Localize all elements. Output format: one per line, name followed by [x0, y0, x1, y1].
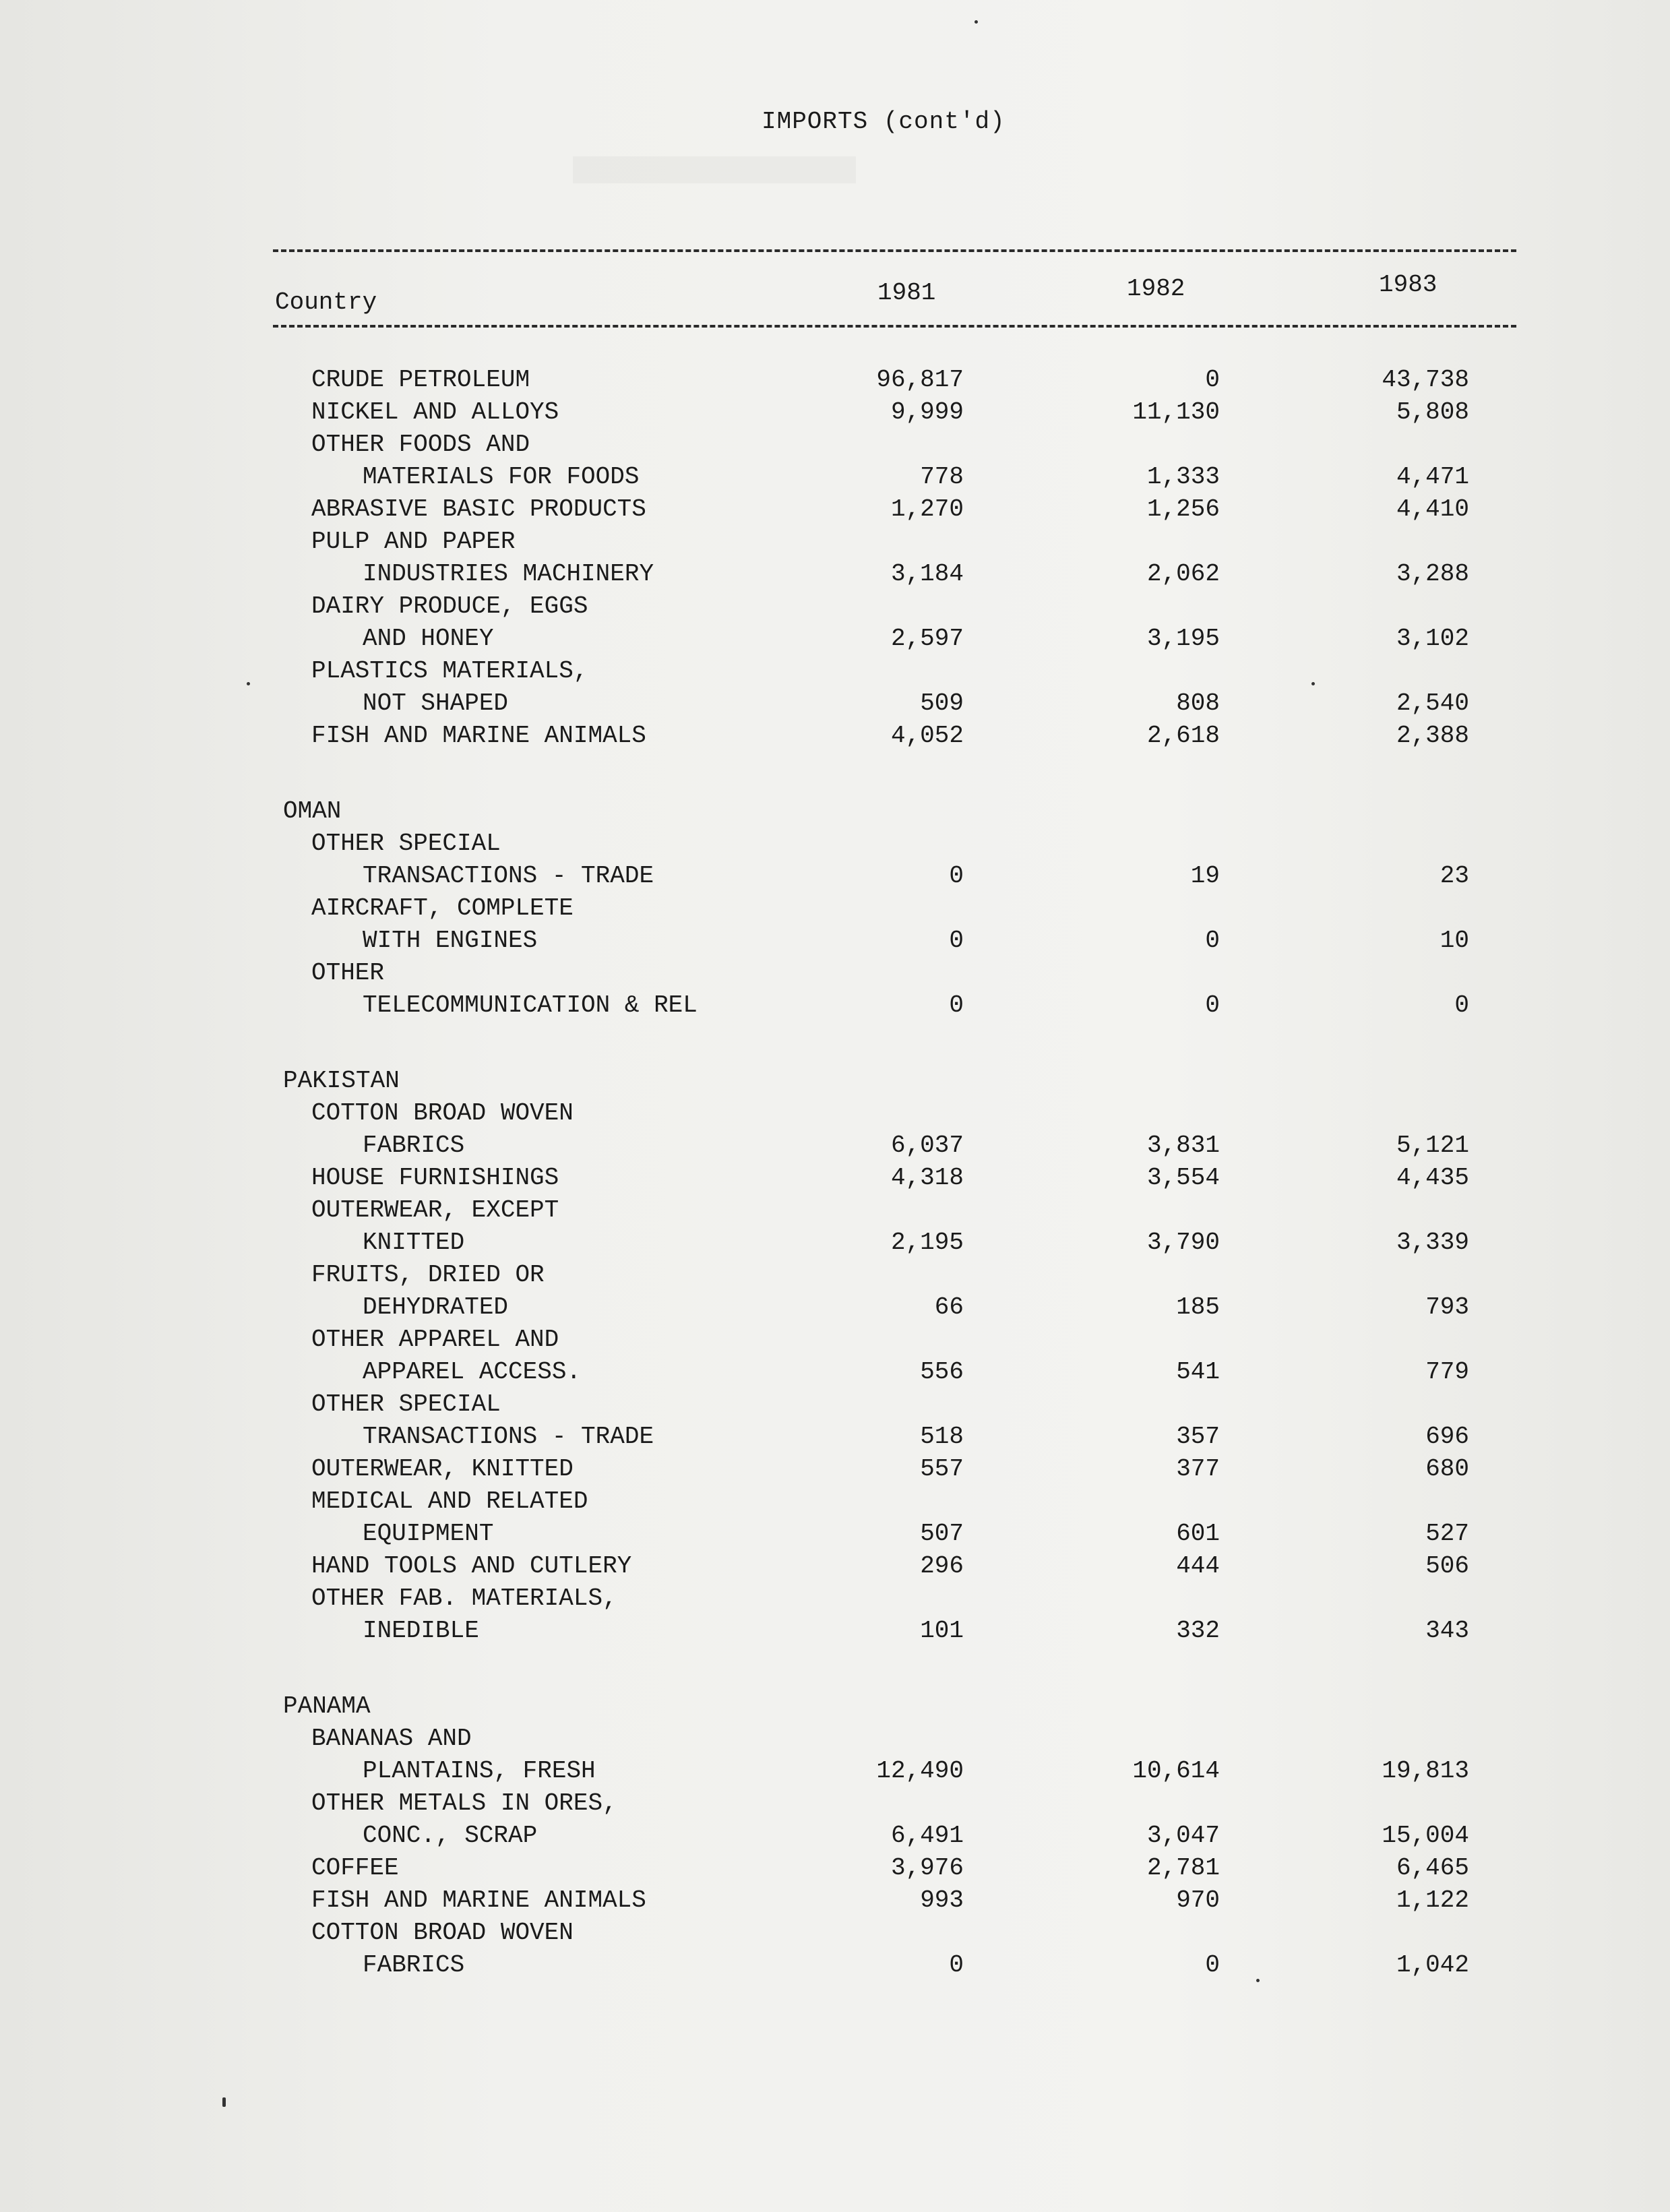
commodity-label: OTHER	[311, 959, 385, 987]
value-1983: 10	[1440, 927, 1469, 954]
value-1983: 19,813	[1382, 1757, 1469, 1785]
value-1981: 518	[920, 1423, 964, 1450]
value-1981: 0	[949, 991, 964, 1019]
table-row	[0, 1723, 1670, 1755]
commodity-label: OTHER SPECIAL	[311, 830, 501, 857]
table-row	[0, 1615, 1670, 1647]
value-1982: 541	[1176, 1358, 1220, 1386]
table-row	[0, 1227, 1670, 1259]
value-1982: 10,614	[1132, 1757, 1220, 1785]
value-1983: 5,808	[1396, 398, 1469, 426]
value-1982: 3,554	[1146, 1164, 1220, 1192]
column-header-1981: 1981	[877, 279, 936, 307]
value-1983: 3,288	[1396, 560, 1469, 588]
value-1982: 357	[1176, 1423, 1220, 1450]
spacer-row	[0, 752, 1670, 795]
value-1982: 377	[1176, 1455, 1220, 1483]
header-top-rule	[273, 249, 1516, 252]
table-row	[0, 1755, 1670, 1787]
value-1983: 4,410	[1396, 495, 1469, 523]
commodity-label: PLASTICS MATERIALS,	[311, 657, 588, 685]
country-heading-row	[0, 1065, 1670, 1097]
commodity-label: FRUITS, DRIED OR	[311, 1261, 545, 1289]
table-row	[0, 1820, 1670, 1852]
commodity-label: CONC., SCRAP	[363, 1822, 538, 1849]
commodity-label: FISH AND MARINE ANIMALS	[311, 722, 646, 749]
commodity-label: OTHER APPAREL AND	[311, 1326, 559, 1353]
commodity-label: FISH AND MARINE ANIMALS	[311, 1886, 646, 1914]
scan-speck	[1256, 1979, 1260, 1982]
value-1981: 3,184	[890, 560, 964, 588]
country-heading-row	[0, 1690, 1670, 1723]
scan-speck	[975, 20, 978, 24]
commodity-label: OTHER FOODS AND	[311, 431, 530, 458]
commodity-label: COFFEE	[311, 1854, 399, 1882]
column-header-1983: 1983	[1379, 271, 1437, 299]
value-1981: 101	[920, 1617, 964, 1645]
commodity-label: MEDICAL AND RELATED	[311, 1487, 588, 1515]
value-1982: 0	[1205, 927, 1220, 954]
value-1982: 601	[1176, 1520, 1220, 1547]
commodity-label: INEDIBLE	[363, 1617, 479, 1645]
table-row	[0, 1388, 1670, 1421]
country-name: OMAN	[283, 797, 342, 825]
value-1981: 0	[949, 862, 964, 890]
commodity-label: CRUDE PETROLEUM	[311, 366, 530, 394]
commodity-label: DAIRY PRODUCE, EGGS	[311, 592, 588, 620]
commodity-label: OTHER SPECIAL	[311, 1390, 501, 1418]
commodity-label: TRANSACTIONS - TRADE	[363, 862, 654, 890]
value-1983: 5,121	[1396, 1132, 1469, 1159]
value-1982: 444	[1176, 1552, 1220, 1580]
commodity-label: OTHER METALS IN ORES,	[311, 1789, 617, 1817]
commodity-label: AND HONEY	[363, 625, 494, 652]
value-1982: 2,618	[1146, 722, 1220, 749]
value-1981: 2,597	[890, 625, 964, 652]
table-row	[0, 1884, 1670, 1917]
value-1981: 0	[949, 1951, 964, 1979]
table-row	[0, 526, 1670, 558]
scan-speck	[222, 2097, 226, 2107]
table-row	[0, 989, 1670, 1022]
table-row	[0, 1485, 1670, 1518]
spacer-row	[0, 1022, 1670, 1065]
bleed-through-shadow	[573, 156, 856, 183]
commodity-label: TRANSACTIONS - TRADE	[363, 1423, 654, 1450]
header-bottom-rule	[273, 325, 1516, 328]
value-1981: 509	[920, 689, 964, 717]
value-1982: 2,781	[1146, 1854, 1220, 1882]
value-1983: 2,540	[1396, 689, 1469, 717]
table-row	[0, 1917, 1670, 1949]
value-1983: 343	[1425, 1617, 1469, 1645]
value-1981: 12,490	[876, 1757, 964, 1785]
value-1982: 19	[1190, 862, 1220, 890]
value-1982: 0	[1205, 991, 1220, 1019]
value-1982: 2,062	[1146, 560, 1220, 588]
value-1981: 2,195	[890, 1229, 964, 1256]
value-1982: 3,195	[1146, 625, 1220, 652]
value-1983: 4,471	[1396, 463, 1469, 491]
value-1983: 23	[1440, 862, 1469, 890]
table-row	[0, 1324, 1670, 1356]
value-1982: 332	[1176, 1617, 1220, 1645]
table-row	[0, 623, 1670, 655]
table-row	[0, 957, 1670, 989]
value-1983: 4,435	[1396, 1164, 1469, 1192]
commodity-label: HAND TOOLS AND CUTLERY	[311, 1552, 632, 1580]
table-row	[0, 1787, 1670, 1820]
value-1983: 2,388	[1396, 722, 1469, 749]
table-row	[0, 860, 1670, 892]
commodity-label: APPAREL ACCESS.	[363, 1358, 582, 1386]
value-1981: 4,052	[890, 722, 964, 749]
value-1983: 696	[1425, 1423, 1469, 1450]
table-row	[0, 1194, 1670, 1227]
table-row	[0, 364, 1670, 396]
value-1981: 6,491	[890, 1822, 964, 1849]
commodity-label: HOUSE FURNISHINGS	[311, 1164, 559, 1192]
table-row	[0, 1518, 1670, 1550]
table-row	[0, 493, 1670, 526]
country-name: PAKISTAN	[283, 1067, 400, 1095]
table-row	[0, 1550, 1670, 1583]
commodity-label: FABRICS	[363, 1132, 465, 1159]
commodity-label: OUTERWEAR, KNITTED	[311, 1455, 574, 1483]
value-1981: 993	[920, 1886, 964, 1914]
value-1983: 3,102	[1396, 625, 1469, 652]
commodity-label: COTTON BROAD WOVEN	[311, 1099, 574, 1127]
table-row	[0, 1421, 1670, 1453]
value-1982: 185	[1176, 1293, 1220, 1321]
commodity-label: NOT SHAPED	[363, 689, 509, 717]
value-1981: 507	[920, 1520, 964, 1547]
table-row	[0, 590, 1670, 623]
commodity-label: AIRCRAFT, COMPLETE	[311, 894, 574, 922]
value-1981: 556	[920, 1358, 964, 1386]
table-row	[0, 1130, 1670, 1162]
table-row	[0, 925, 1670, 957]
value-1982: 1,256	[1146, 495, 1220, 523]
commodity-label: DEHYDRATED	[363, 1293, 509, 1321]
commodity-label: KNITTED	[363, 1229, 465, 1256]
country-name: PANAMA	[283, 1692, 371, 1720]
commodity-label: PLANTAINS, FRESH	[363, 1757, 596, 1785]
value-1981: 557	[920, 1455, 964, 1483]
country-heading-row	[0, 795, 1670, 828]
value-1981: 66	[934, 1293, 964, 1321]
value-1983: 6,465	[1396, 1854, 1469, 1882]
spacer-row	[0, 1647, 1670, 1690]
value-1982: 0	[1205, 1951, 1220, 1979]
table-row	[0, 461, 1670, 493]
table-row	[0, 892, 1670, 925]
value-1981: 1,270	[890, 495, 964, 523]
commodity-label: OUTERWEAR, EXCEPT	[311, 1196, 559, 1224]
value-1982: 3,790	[1146, 1229, 1220, 1256]
value-1983: 680	[1425, 1455, 1469, 1483]
table-row	[0, 1453, 1670, 1485]
value-1981: 0	[949, 927, 964, 954]
scan-speck	[247, 682, 250, 685]
value-1982: 0	[1205, 366, 1220, 394]
table-row	[0, 1097, 1670, 1130]
table-row	[0, 1259, 1670, 1291]
table-row	[0, 1356, 1670, 1388]
scan-speck	[1311, 682, 1315, 685]
value-1981: 6,037	[890, 1132, 964, 1159]
value-1982: 1,333	[1146, 463, 1220, 491]
value-1981: 9,999	[890, 398, 964, 426]
value-1983: 3,339	[1396, 1229, 1469, 1256]
commodity-label: BANANAS AND	[311, 1725, 472, 1752]
commodity-label: NICKEL AND ALLOYS	[311, 398, 559, 426]
table-row	[0, 1852, 1670, 1884]
table-row	[0, 655, 1670, 687]
value-1983: 793	[1425, 1293, 1469, 1321]
value-1981: 96,817	[876, 366, 964, 394]
value-1983: 1,042	[1396, 1951, 1469, 1979]
value-1983: 506	[1425, 1552, 1469, 1580]
value-1983: 0	[1454, 991, 1469, 1019]
value-1982: 970	[1176, 1886, 1220, 1914]
table-row	[0, 1583, 1670, 1615]
commodity-label: WITH ENGINES	[363, 927, 538, 954]
table-row	[0, 1949, 1670, 1981]
commodity-label: OTHER FAB. MATERIALS,	[311, 1585, 617, 1612]
value-1983: 779	[1425, 1358, 1469, 1386]
table-row	[0, 396, 1670, 429]
commodity-label: EQUIPMENT	[363, 1520, 494, 1547]
commodity-label: MATERIALS FOR FOODS	[363, 463, 640, 491]
value-1983: 43,738	[1382, 366, 1469, 394]
imports-table	[0, 364, 1670, 1981]
commodity-label: COTTON BROAD WOVEN	[311, 1919, 574, 1946]
value-1982: 11,130	[1132, 398, 1220, 426]
value-1981: 4,318	[890, 1164, 964, 1192]
table-row	[0, 720, 1670, 752]
commodity-label: ABRASIVE BASIC PRODUCTS	[311, 495, 646, 523]
value-1981: 3,976	[890, 1854, 964, 1882]
table-row	[0, 1291, 1670, 1324]
page-title: IMPORTS (cont'd)	[762, 108, 1006, 135]
column-header-country: Country	[275, 288, 377, 316]
value-1983: 15,004	[1382, 1822, 1469, 1849]
value-1981: 296	[920, 1552, 964, 1580]
value-1982: 808	[1176, 689, 1220, 717]
table-row	[0, 687, 1670, 720]
column-header-1982: 1982	[1127, 275, 1185, 303]
value-1983: 527	[1425, 1520, 1469, 1547]
value-1983: 1,122	[1396, 1886, 1469, 1914]
value-1981: 778	[920, 463, 964, 491]
table-row	[0, 1162, 1670, 1194]
value-1982: 3,831	[1146, 1132, 1220, 1159]
commodity-label: FABRICS	[363, 1951, 465, 1979]
table-row	[0, 558, 1670, 590]
commodity-label: INDUSTRIES MACHINERY	[363, 560, 654, 588]
table-row	[0, 429, 1670, 461]
table-row	[0, 828, 1670, 860]
value-1982: 3,047	[1146, 1822, 1220, 1849]
commodity-label: PULP AND PAPER	[311, 528, 516, 555]
commodity-label: TELECOMMUNICATION & REL	[363, 991, 698, 1019]
